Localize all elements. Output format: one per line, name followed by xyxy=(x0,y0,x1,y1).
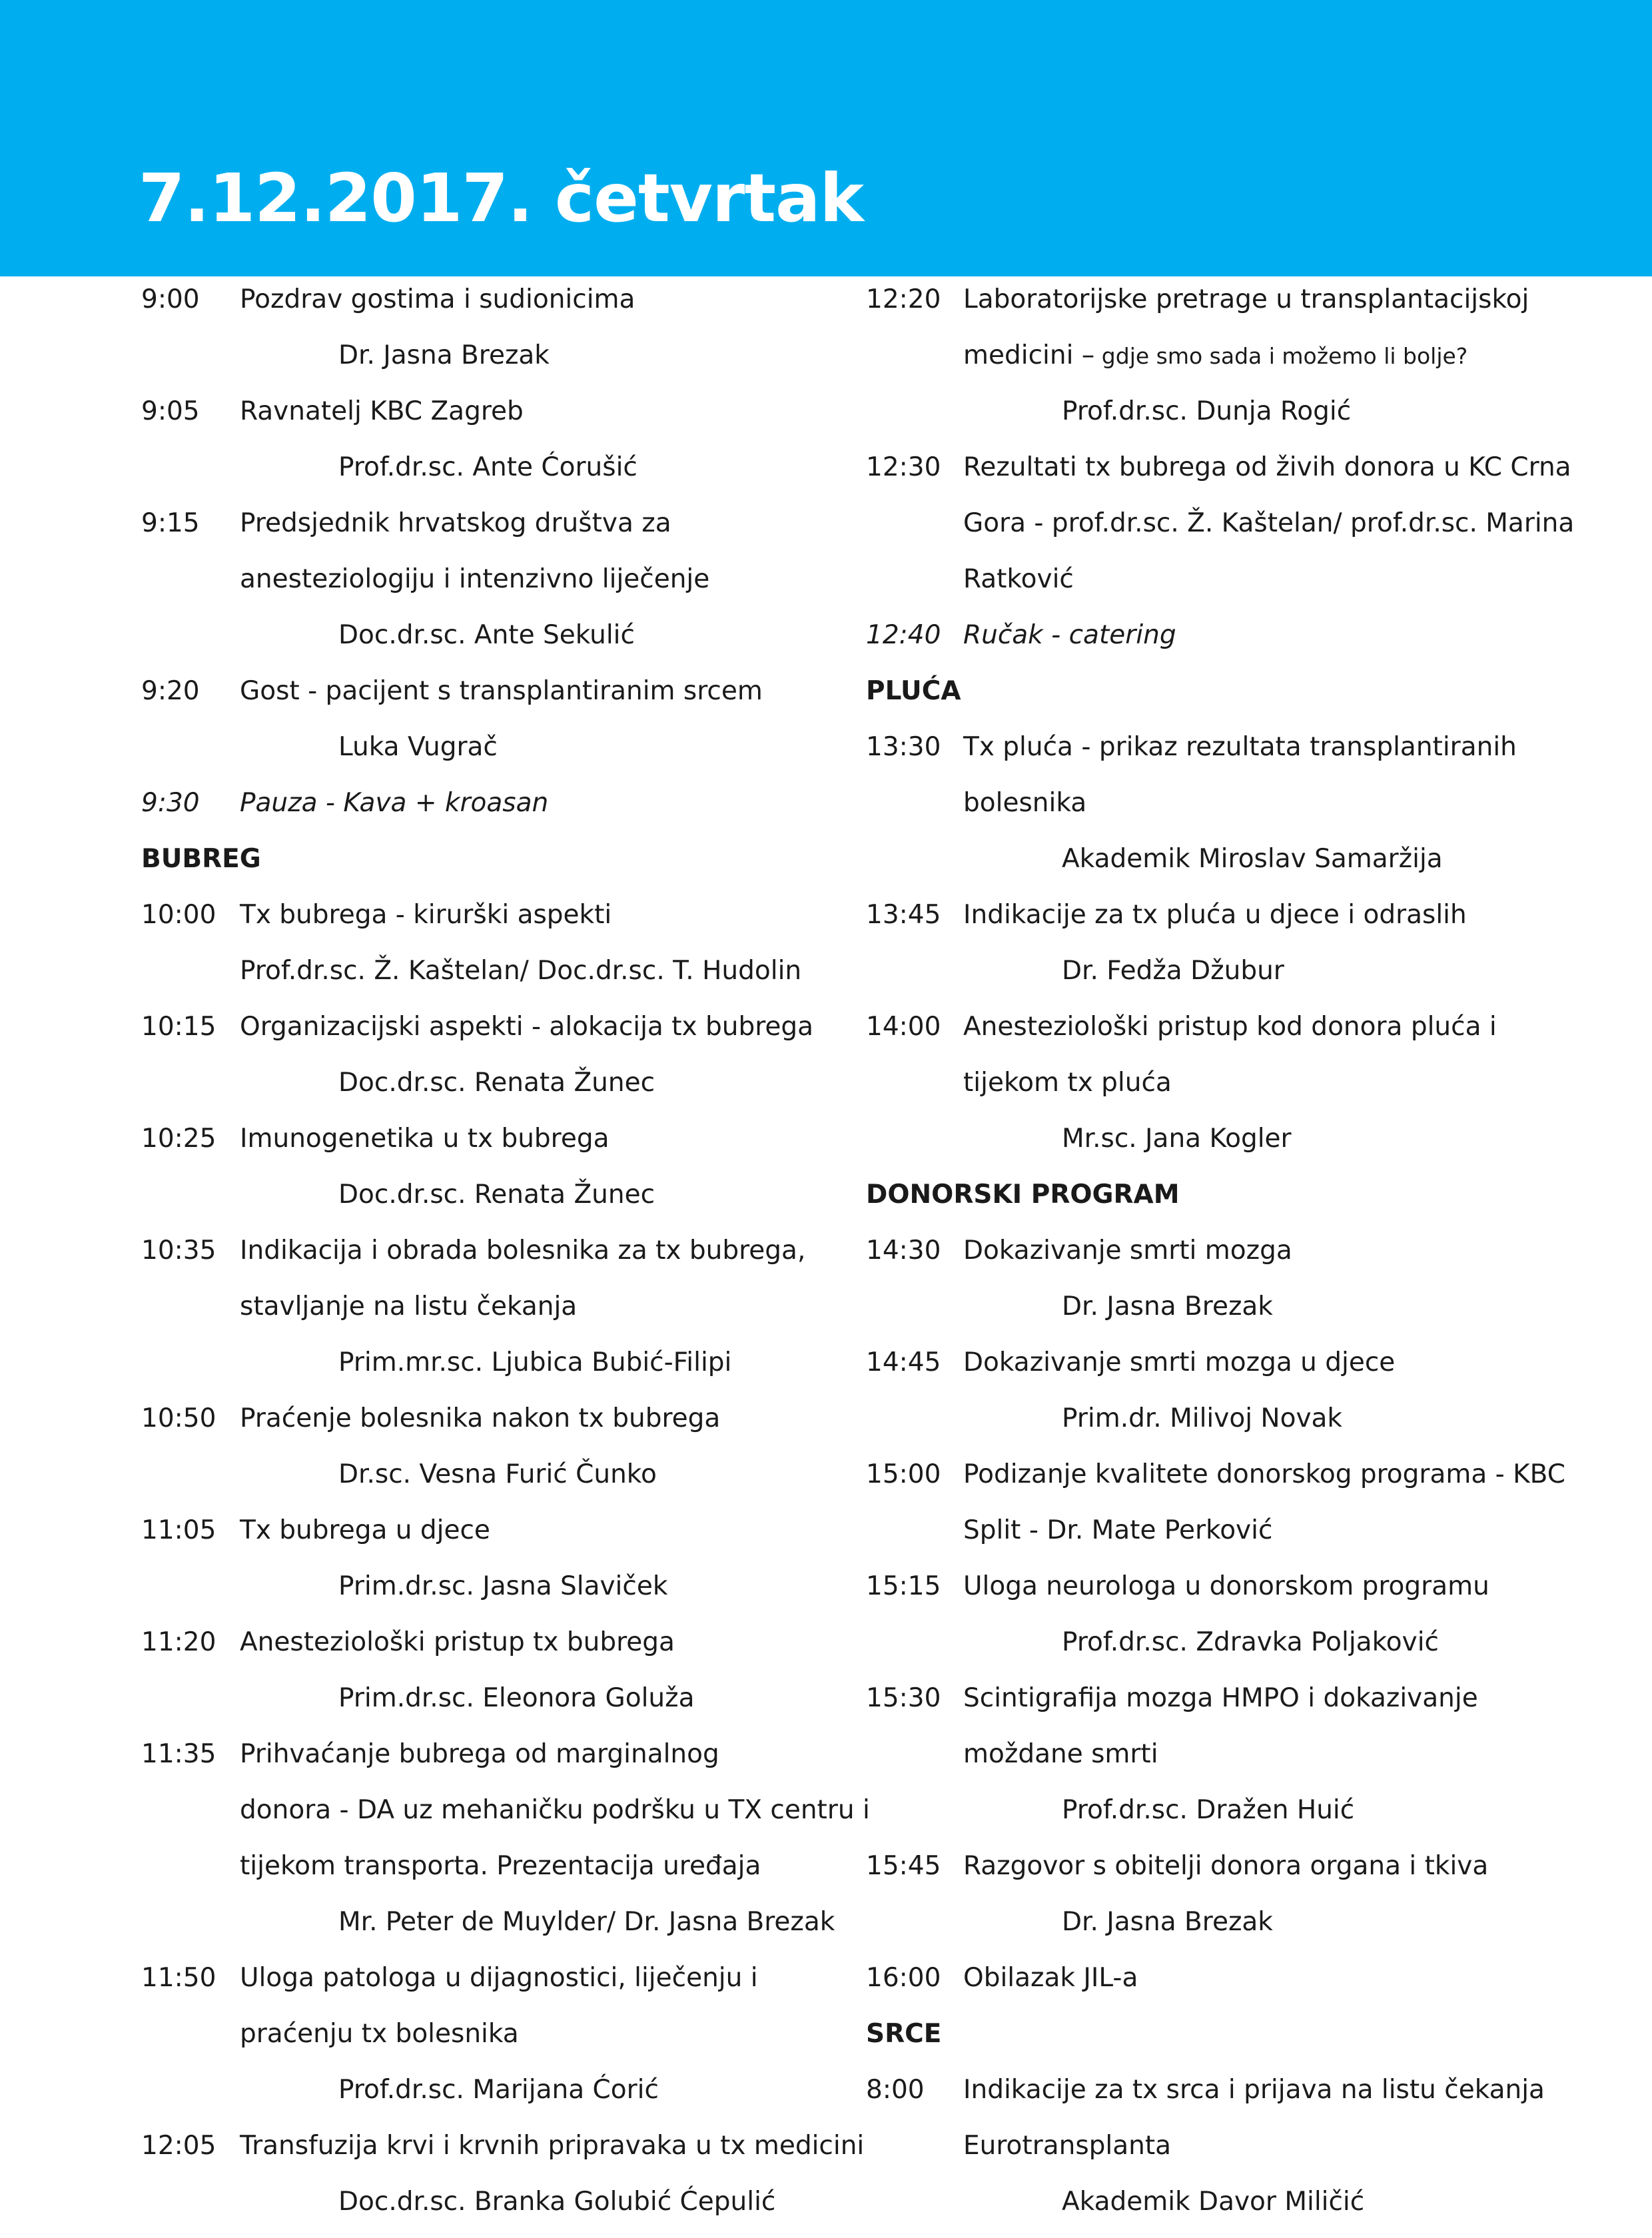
session-time: 15:45 xyxy=(866,1851,941,1881)
session-title xyxy=(240,2017,519,2052)
session-time: 11:05 xyxy=(141,1515,216,1545)
session-time: 10:00 xyxy=(141,900,216,930)
session-time: 14:30 xyxy=(866,1236,941,1266)
schedule-line-cont xyxy=(725,1063,1652,1119)
line-text: Praćenje bolesnika nakon tx bubrega xyxy=(240,1403,721,1433)
session-title xyxy=(963,1849,1488,1884)
schedule-line-cont xyxy=(725,1511,1652,1567)
line-text: Uloga neurologa u donorskom programu xyxy=(963,1571,1489,1601)
line-text: Mr. Peter de Muylder/ Dr. Jasna Brezak xyxy=(338,1907,835,1937)
session-title xyxy=(240,954,801,988)
session-title xyxy=(963,1345,1395,1380)
line-text: Scintigrafija mozga HMPO i dokazivanje xyxy=(963,1683,1478,1713)
speaker-name xyxy=(1062,1793,1354,1828)
session-title xyxy=(963,2129,1171,2163)
line-text: Dr. Jasna Brezak xyxy=(338,340,550,370)
session-title xyxy=(240,1234,805,1268)
session-title xyxy=(963,1010,1497,1044)
schedule-line-talk xyxy=(725,1231,1652,1287)
session-title xyxy=(240,562,709,597)
session-time: 10:25 xyxy=(141,1124,216,1154)
speaker-name xyxy=(1062,394,1351,429)
session-title xyxy=(963,2073,1545,2107)
speaker-name xyxy=(1062,1905,1273,1940)
speaker-name xyxy=(338,1681,695,1716)
session-title xyxy=(963,1066,1172,1100)
speaker-name xyxy=(1062,1625,1439,1660)
session-time: 9:20 xyxy=(141,676,200,706)
session-title xyxy=(963,1234,1292,1268)
line-text: Uloga patologa u dijagnostici, liječenju i xyxy=(240,1963,758,1993)
session-time: 9:05 xyxy=(141,396,200,426)
session-time: 15:00 xyxy=(866,1459,941,1489)
line-text: Prim.dr.sc. Eleonora Goluža xyxy=(338,1683,695,1713)
session-time: 12:30 xyxy=(866,452,941,482)
session-title xyxy=(963,562,1074,597)
speaker-name xyxy=(338,730,498,765)
line-text: Indikacije za tx srca i prijava na listu čekanja xyxy=(963,2075,1545,2105)
session-title xyxy=(240,1122,610,1156)
session-title xyxy=(963,618,1176,653)
schedule-line-talk xyxy=(725,1958,1652,2014)
session-title xyxy=(240,394,524,429)
schedule-line-cont xyxy=(725,560,1652,615)
line-text: Indikacija i obrada bolesnika za tx bubrega, xyxy=(240,1236,806,1266)
schedule-line-speaker xyxy=(725,1623,1652,1678)
line-text-small: gdje smo sada i možemo li bolje? xyxy=(1094,343,1468,369)
line-text: Rezultati tx bubrega od živih donora u KC Crna xyxy=(963,452,1571,482)
session-title xyxy=(240,674,763,709)
line-text: Prim.dr. Milivoj Novak xyxy=(1062,1403,1343,1433)
schedule-line-talk xyxy=(725,280,1652,336)
schedule-left-column xyxy=(0,280,870,2238)
speaker-name xyxy=(338,1569,667,1604)
line-text: PLUĆA xyxy=(866,676,961,706)
line-text: Imunogenetika u tx bubrega xyxy=(240,1124,610,1154)
section-heading xyxy=(866,674,961,709)
section-heading xyxy=(866,1178,1180,1212)
session-time: 13:30 xyxy=(866,732,941,762)
schedule-line-cont xyxy=(725,783,1652,839)
line-text: Doc.dr.sc. Renata Žunec xyxy=(338,1180,655,1210)
schedule-line-talk xyxy=(725,2070,1652,2126)
session-title xyxy=(240,282,635,317)
line-text: Split - Dr. Mate Perković xyxy=(963,1515,1273,1545)
line-text: Razgovor s obitelji donora organa i tkiva xyxy=(963,1851,1489,1881)
line-text: Dr.sc. Vesna Furić Čunko xyxy=(338,1459,657,1489)
line-text: anesteziologiju i intenzivno liječenje xyxy=(240,564,710,594)
schedule-line-speaker xyxy=(725,839,1652,895)
section-heading xyxy=(141,842,261,877)
speaker-name xyxy=(338,1066,655,1100)
line-text: tijekom transporta. Prezentacija uređaja xyxy=(240,1851,761,1881)
schedule-line-talk xyxy=(725,895,1652,951)
line-text: Akademik Miroslav Samaržija xyxy=(1062,844,1443,874)
schedule-line-talk xyxy=(725,1846,1652,1902)
schedule-line-speaker xyxy=(725,2182,1652,2238)
schedule-line-speaker xyxy=(725,1902,1652,1958)
line-text: Pauza - Kava + kroasan xyxy=(240,788,549,818)
schedule-line-pause xyxy=(725,615,1652,671)
line-text: Prihvaćanje bubrega od marginalnog xyxy=(240,1739,719,1769)
schedule-line-talk xyxy=(725,727,1652,783)
schedule-line-speaker xyxy=(725,951,1652,1007)
line-text: Laboratorijske pretrage u transplantacijskoj xyxy=(963,284,1529,314)
line-text: Akademik Davor Miličić xyxy=(1062,2187,1365,2217)
session-title xyxy=(963,338,1467,374)
session-title xyxy=(240,786,548,821)
schedule-line-speaker xyxy=(725,1119,1652,1175)
session-time: 15:15 xyxy=(866,1571,941,1601)
session-time: 16:00 xyxy=(866,1963,941,1993)
line-text: medicini – xyxy=(963,340,1095,370)
session-title xyxy=(963,506,1574,541)
session-title xyxy=(963,1457,1565,1492)
line-text: Podizanje kvalitete donorskog programa - KBC xyxy=(963,1459,1565,1489)
session-time: 12:05 xyxy=(141,2131,216,2161)
session-title xyxy=(963,1569,1489,1604)
session-title xyxy=(963,1513,1272,1548)
line-text: Prim.dr.sc. Jasna Slaviček xyxy=(338,1571,668,1601)
speaker-name xyxy=(338,1178,655,1212)
session-time: 12:40 xyxy=(866,620,941,650)
line-text: Doc.dr.sc. Ante Sekulić xyxy=(338,620,635,650)
line-text: Gost - pacijent s transplantiranim srcem xyxy=(240,676,763,706)
line-text: Obilazak JIL-a xyxy=(963,1963,1138,1993)
schedule-line-speaker xyxy=(725,1790,1652,1846)
session-time: 9:00 xyxy=(141,284,200,314)
schedule-line-speaker xyxy=(725,1287,1652,1343)
session-title xyxy=(963,450,1571,485)
session-time: 14:45 xyxy=(866,1347,941,1377)
session-time: 9:15 xyxy=(141,508,200,538)
session-title xyxy=(240,506,671,541)
line-text: Ručak - catering xyxy=(963,620,1176,650)
session-time: 12:20 xyxy=(866,284,941,314)
line-text: bolesnika xyxy=(963,788,1087,818)
line-text: Tx bubrega u djece xyxy=(240,1515,490,1545)
speaker-name xyxy=(338,2073,659,2107)
speaker-name xyxy=(1062,954,1284,988)
session-time: 13:45 xyxy=(866,900,941,930)
line-text: DONORSKI PROGRAM xyxy=(866,1180,1180,1210)
line-text: BUBREG xyxy=(141,844,261,874)
line-text: Indikacije za tx pluća u djece i odraslih xyxy=(963,900,1467,930)
line-text: Dokazivanje smrti mozga u djece xyxy=(963,1347,1396,1377)
line-text: Doc.dr.sc. Renata Žunec xyxy=(338,1068,655,1098)
line-text: Mr.sc. Jana Kogler xyxy=(1062,1124,1292,1154)
section-heading xyxy=(866,2017,941,2052)
line-text: Prof.dr.sc. Marijana Ćorić xyxy=(338,2075,659,2105)
line-text: Tx bubrega - kirurški aspekti xyxy=(240,900,612,930)
line-text: Dr. Jasna Brezak xyxy=(1062,1292,1273,1321)
line-text: Prof.dr.sc. Ž. Kaštelan/ Doc.dr.sc. T. Hudolin xyxy=(240,956,802,986)
session-title xyxy=(240,1290,577,1324)
line-text: Eurotransplanta xyxy=(963,2131,1172,2161)
session-title xyxy=(963,898,1467,932)
line-text: praćenju tx bolesnika xyxy=(240,2019,519,2049)
line-text: Dokazivanje smrti mozga xyxy=(963,1236,1292,1266)
speaker-name xyxy=(1062,842,1443,877)
session-time: 9:30 xyxy=(141,788,200,818)
line-text: Anesteziološki pristup tx bubrega xyxy=(240,1627,675,1657)
schedule-line-talk xyxy=(725,1343,1652,1399)
session-title xyxy=(963,1737,1158,1772)
session-time: 15:30 xyxy=(866,1683,941,1713)
speaker-name xyxy=(1062,1401,1342,1436)
session-title xyxy=(240,898,612,932)
session-title xyxy=(963,786,1086,821)
schedule-line-talk xyxy=(725,448,1652,504)
line-text: Tx pluća - prikaz rezultata transplantiranih xyxy=(963,732,1517,762)
session-time: 11:35 xyxy=(141,1739,216,1769)
line-text: Prof.dr.sc. Ante Ćorušić xyxy=(338,452,637,482)
session-title xyxy=(963,730,1517,765)
session-time: 14:00 xyxy=(866,1012,941,1042)
page-title: 7.12.2017. četvrtak xyxy=(139,159,864,237)
schedule-line-head xyxy=(725,2014,1652,2070)
line-text: donora - DA uz mehaničku podršku u TX centru i xyxy=(240,1795,870,1825)
session-time: 11:50 xyxy=(141,1963,216,1993)
session-title xyxy=(240,1513,490,1548)
session-title xyxy=(240,1849,761,1884)
line-text: Prof.dr.sc. Dunja Rogić xyxy=(1062,396,1352,426)
speaker-name xyxy=(338,2185,775,2219)
line-text: Transfuzija krvi i krvnih pripravaka u tx medicini xyxy=(240,2131,865,2161)
line-text: stavljanje na listu čekanja xyxy=(240,1292,578,1321)
speaker-name xyxy=(1062,1290,1273,1324)
schedule-line-cont xyxy=(725,1734,1652,1790)
schedule-line-cont xyxy=(725,504,1652,560)
session-time: 11:20 xyxy=(141,1627,216,1657)
session-title xyxy=(240,1401,720,1436)
line-text: Pozdrav gostima i sudionicima xyxy=(240,284,635,314)
line-text: moždane smrti xyxy=(963,1739,1158,1769)
session-time: 10:15 xyxy=(141,1012,216,1042)
line-text: Gora - prof.dr.sc. Ž. Kaštelan/ prof.dr.sc. Marina xyxy=(963,508,1575,538)
line-text: Organizacijski aspekti - alokacija tx bubrega xyxy=(240,1012,814,1042)
speaker-name xyxy=(1062,1122,1292,1156)
schedule-line-talk xyxy=(725,1678,1652,1734)
line-text: Dr. Fedža Džubur xyxy=(1062,956,1284,986)
speaker-name xyxy=(338,1457,657,1492)
session-title xyxy=(240,1961,758,1996)
schedule-line-talk xyxy=(725,1007,1652,1063)
header-banner xyxy=(0,0,1652,276)
line-text: Ravnatelj KBC Zagreb xyxy=(240,396,524,426)
session-time: 8:00 xyxy=(866,2075,925,2105)
session-title xyxy=(963,282,1529,317)
schedule-line-talk xyxy=(725,1455,1652,1511)
schedule-line-speaker xyxy=(725,1399,1652,1455)
schedule-line-speaker xyxy=(725,392,1652,448)
speaker-name xyxy=(338,1345,731,1380)
line-text: Predsjednik hrvatskog društva za xyxy=(240,508,671,538)
line-text: tijekom tx pluća xyxy=(963,1068,1172,1098)
line-text: Luka Vugrač xyxy=(338,732,498,762)
session-title xyxy=(963,1681,1478,1716)
line-text: Prof.dr.sc. Zdravka Poljaković xyxy=(1062,1627,1439,1657)
line-text: Prim.mr.sc. Ljubica Bubić-Filipi xyxy=(338,1347,732,1377)
schedule-line-head xyxy=(725,671,1652,727)
speaker-name xyxy=(338,338,550,373)
speaker-name xyxy=(1062,2185,1364,2219)
schedule-right-column xyxy=(725,280,1652,2238)
speaker-name xyxy=(338,450,637,485)
schedule-line-head xyxy=(725,1175,1652,1231)
schedule-line-cont2 xyxy=(725,336,1652,392)
speaker-name xyxy=(338,618,635,653)
session-time: 10:35 xyxy=(141,1236,216,1266)
session-time: 10:50 xyxy=(141,1403,216,1433)
session-title xyxy=(240,1625,675,1660)
line-text: Doc.dr.sc. Branka Golubić Ćepulić xyxy=(338,2187,776,2217)
line-text: Prof.dr.sc. Dražen Huić xyxy=(1062,1795,1355,1825)
session-title xyxy=(240,1737,719,1772)
session-title xyxy=(963,1961,1138,1996)
schedule-line-talk xyxy=(725,1567,1652,1623)
line-text: SRCE xyxy=(866,2019,942,2049)
line-text: Anesteziološki pristup kod donora pluća i xyxy=(963,1012,1497,1042)
line-text: Ratković xyxy=(963,564,1074,594)
schedule-line-cont xyxy=(725,2126,1652,2182)
line-text: Dr. Jasna Brezak xyxy=(1062,1907,1273,1937)
